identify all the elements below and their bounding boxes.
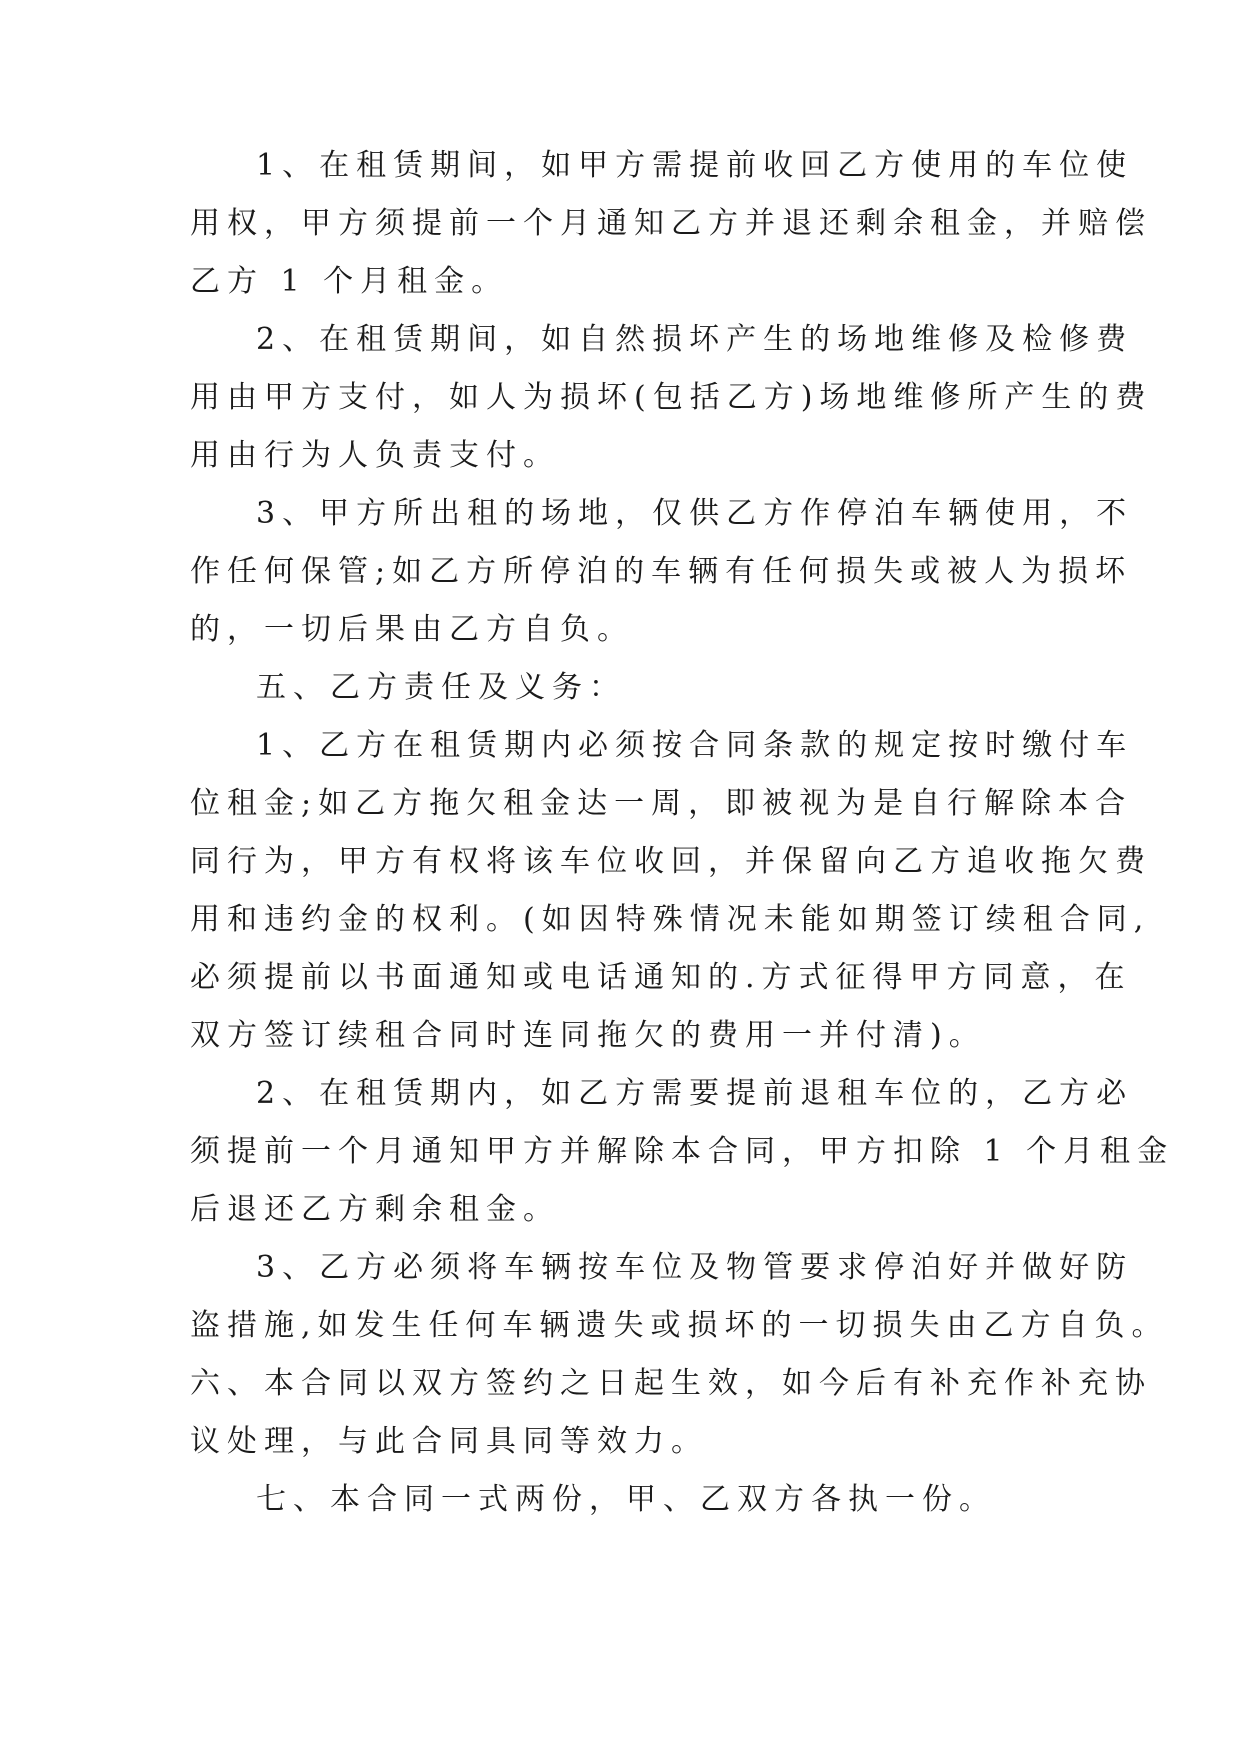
text-line: 双方签订续租合同时连同拖欠的费用一并付清)。 <box>190 1018 986 1053</box>
text-line: 2、在租赁期间，如自然损坏产生的场地维修及检修费 <box>256 322 1134 357</box>
text-line: 用由行为人负责支付。 <box>190 438 560 473</box>
text-line: 乙方 1 个月租金。 <box>190 264 509 299</box>
text-line: 议处理，与此合同具同等效力。 <box>190 1424 708 1459</box>
text-line: 用和违约金的权利。(如因特殊情况未能如期签订续租合同, <box>190 902 1151 937</box>
text-line: 用由甲方支付，如人为损坏(包括乙方)场地维修所产生的费 <box>190 380 1153 415</box>
text-line: 3、甲方所出租的场地，仅供乙方作停泊车辆使用，不 <box>256 496 1134 531</box>
text-line: 1、乙方在租赁期内必须按合同条款的规定按时缴付车 <box>256 728 1134 763</box>
text-line: 2、在租赁期内，如乙方需要提前退租车位的，乙方必 <box>256 1076 1134 1111</box>
section-clause: 七、本合同一式两份，甲、乙双方各执一份。 <box>256 1482 996 1517</box>
text-line: 须提前一个月通知甲方并解除本合同，甲方扣除 1 个月租金 <box>190 1134 1175 1169</box>
text-line: 作任何保管;如乙方所停泊的车辆有任何损失或被人为损坏 <box>190 554 1133 589</box>
text-line: 后退还乙方剩余租金。 <box>190 1192 560 1227</box>
text-line: 同行为，甲方有权将该车位收回，并保留向乙方追收拖欠费 <box>190 844 1152 879</box>
text-line: 用权，甲方须提前一个月通知乙方并退还剩余租金，并赔偿 <box>190 206 1152 241</box>
section-heading: 五、乙方责任及义务： <box>256 670 626 705</box>
text-line: 位租金;如乙方拖欠租金达一周，即被视为是自行解除本合 <box>190 786 1133 821</box>
text-line: 盗措施,如发生任何车辆遗失或损坏的一切损失由乙方自负。 <box>190 1308 1169 1343</box>
section-clause: 六、本合同以双方签约之日起生效，如今后有补充作补充协 <box>190 1366 1152 1401</box>
text-line: 的，一切后果由乙方自负。 <box>190 612 634 647</box>
text-line: 1、在租赁期间，如甲方需提前收回乙方使用的车位使 <box>256 148 1134 183</box>
text-line: 必须提前以书面通知或电话通知的.方式征得甲方同意，在 <box>190 960 1132 995</box>
text-line: 3、乙方必须将车辆按车位及物管要求停泊好并做好防 <box>256 1250 1134 1285</box>
